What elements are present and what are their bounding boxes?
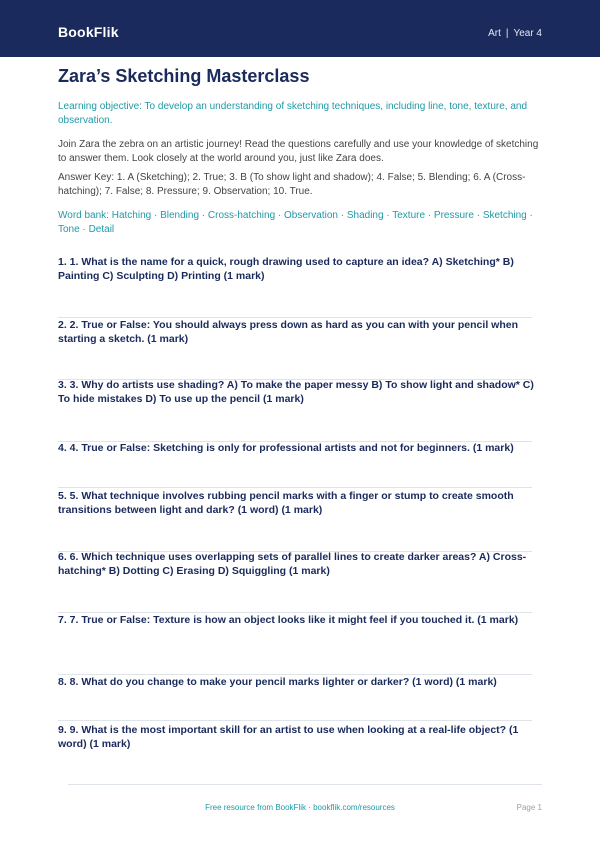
brand-logo[interactable]: BookFlik bbox=[58, 24, 119, 40]
intro-text: Join Zara the zebra on an artistic journey! Read the questions carefully and use your knowledge of sketching to answer them. Look closely at the world around you, just like Zara does. bbox=[58, 139, 539, 164]
page-title: Zara’s Sketching Masterclass bbox=[58, 66, 310, 86]
page-number: Page 1 bbox=[516, 803, 542, 812]
question-6: 6. 6. Which technique uses overlapping sets of parallel lines to create darker areas? A) Cross-hatching* B) Dotting C) Erasing D) Squiggling (1 mark) bbox=[58, 551, 527, 577]
question-1: 1. 1. What is the name for a quick, rough drawing used to capture an idea? A) Sketching* B) Painting C) Sculpting D) Printing (1 mark) bbox=[58, 256, 514, 282]
word-bank: Word bank: Hatching · Blending · Cross-hatching · Observation · Shading · Texture · Pressure · Sketching · Tone · Detail bbox=[58, 210, 533, 235]
question-7: 7. 7. True or False: Texture is how an object looks like it might feel if you touched it. (1 mark) bbox=[58, 614, 519, 626]
question-9: 9. 9. What is the most important skill for an artist to use when looking at a real-life object? (1 word) (1 mark) bbox=[58, 724, 519, 750]
footer-divider bbox=[68, 784, 542, 785]
footer-credit[interactable]: Free resource from BookFlik · bookflik.com/resources bbox=[205, 803, 395, 812]
year-label: Year 4 bbox=[513, 28, 542, 39]
learning-objective: Learning objective: To develop an understanding of sketching techniques, including line, tone, texture, and observation. bbox=[58, 101, 528, 126]
subject-label: Art bbox=[488, 28, 501, 39]
question-5: 5. 5. What technique involves rubbing pencil marks with a finger or stump to create smooth transitions between light and dark? (1 word) (1 mark) bbox=[58, 490, 514, 516]
header-meta bbox=[488, 28, 542, 39]
page-header bbox=[0, 0, 600, 57]
question-2: 2. 2. True or False: You should always press down as hard as you can with your pencil when starting a sketch. (1 mark) bbox=[58, 319, 518, 345]
header-separator: | bbox=[505, 28, 509, 39]
question-8: 8. 8. What do you change to make your pencil marks lighter or darker? (1 word) (1 mark) bbox=[58, 676, 497, 688]
answer-line-8[interactable] bbox=[58, 720, 532, 721]
question-3: 3. 3. Why do artists use shading? A) To make the paper messy B) To show light and shadow* C) To hide mistakes D) To use up the pencil (1 mark) bbox=[58, 379, 534, 405]
answer-line-4[interactable] bbox=[58, 487, 532, 488]
question-4: 4. 4. True or False: Sketching is only for professional artists and not for beginners. (1 mark) bbox=[58, 442, 514, 454]
answer-key: Answer Key: 1. A (Sketching); 2. True; 3. B (To show light and shadow); 4. False; 5. Blending; 6. A (Cross-hatching); 7. False; 8. Pressure; 9. Observation; 10. True. bbox=[58, 172, 526, 197]
